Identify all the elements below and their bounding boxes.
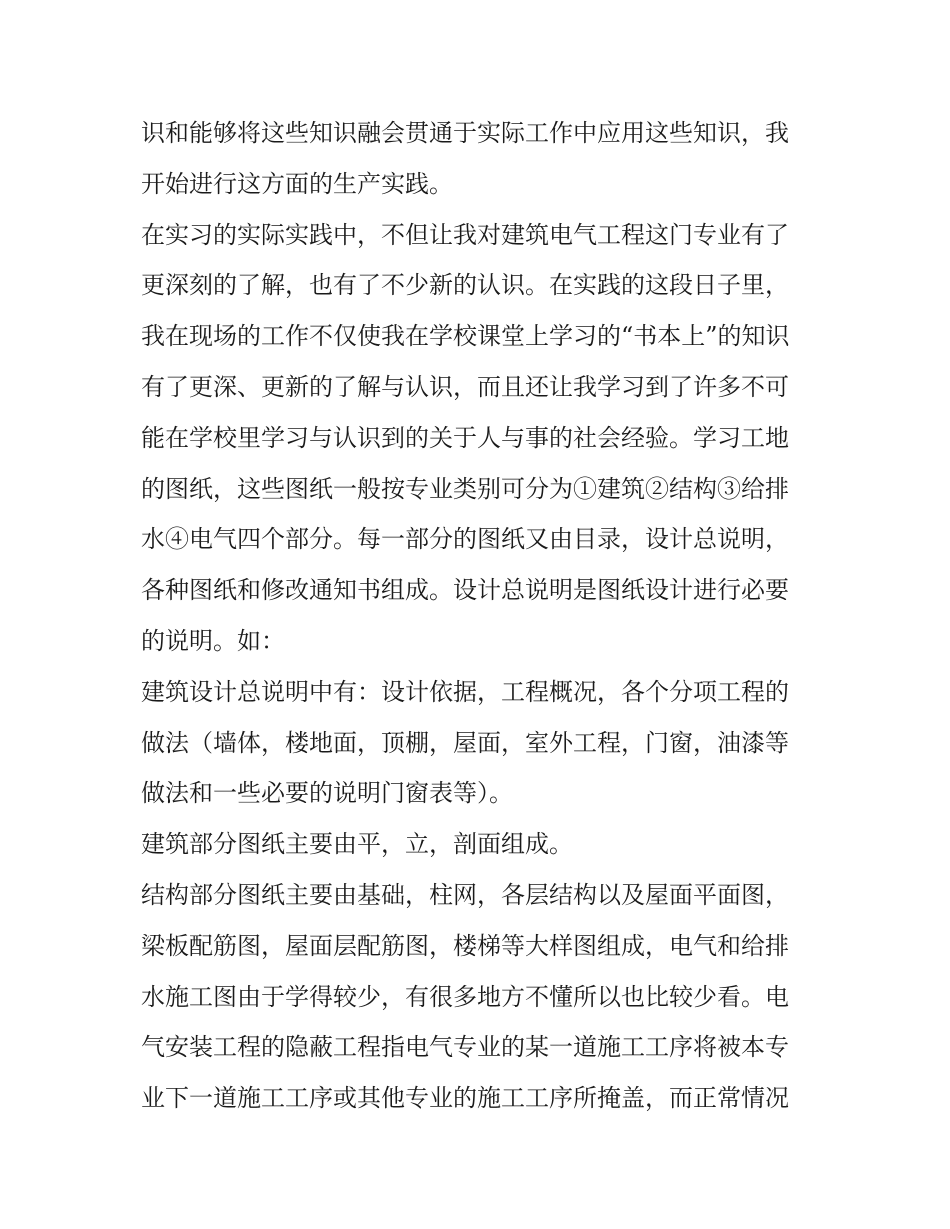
text-line: 我在现场的工作不仅使我在学校课堂上学习的“书本上”的知识: [141, 322, 790, 351]
text-line: 结构部分图纸主要由基础，柱网，各层结构以及屋面平面图，: [141, 880, 789, 909]
text-line: 的图纸，这些图纸一般按专业类别可分为①建筑②结构③给排: [141, 474, 789, 503]
text-line: 的说明。如：: [141, 626, 285, 655]
text-line: 梁板配筋图，屋面层配筋图，楼梯等大样图组成，电气和给排: [141, 931, 789, 960]
text-line: 水④电气四个部分。每一部分的图纸又由目录，设计总说明，: [141, 525, 789, 554]
text-line: 能在学校里学习与认识到的关于人与事的社会经验。学习工地: [141, 423, 789, 452]
text-line: 识和能够将这些知识融会贯通于实际工作中应用这些知识，我: [141, 119, 789, 147]
body-text: [141, 108, 811, 1124]
text-line: 做法和一些必要的说明门窗表等）。: [141, 779, 513, 808]
text-line: 建筑部分图纸主要由平，立，剖面组成。: [141, 830, 573, 859]
text-line: 开始进行这方面的生产实践。: [141, 169, 453, 198]
text-line: 气安装工程的隐蔽工程指电气专业的某一道施工工序将被本专: [141, 1033, 789, 1062]
text-line: 业下一道施工工序或其他专业的施工工序所掩盖，而正常情况: [141, 1084, 789, 1113]
text-line: 水施工图由于学得较少，有很多地方不懂所以也比较少看。电: [141, 982, 789, 1011]
text-line: 在实习的实际实践中，不但让我对建筑电气工程这门专业有了: [141, 220, 789, 249]
text-line: 有了更深、更新的了解与认识，而且还让我学习到了许多不可: [141, 372, 789, 401]
text-line: 更深刻的了解，也有了不少新的认识。在实践的这段日子里，: [141, 271, 789, 300]
text-line: 做法（墙体，楼地面，顶棚，屋面，室外工程，门窗，油漆等: [141, 728, 789, 757]
text-line: 各种图纸和修改通知书组成。设计总说明是图纸设计进行必要: [141, 576, 789, 605]
text-line: 建筑设计总说明中有：设计依据，工程概况，各个分项工程的: [141, 677, 789, 706]
